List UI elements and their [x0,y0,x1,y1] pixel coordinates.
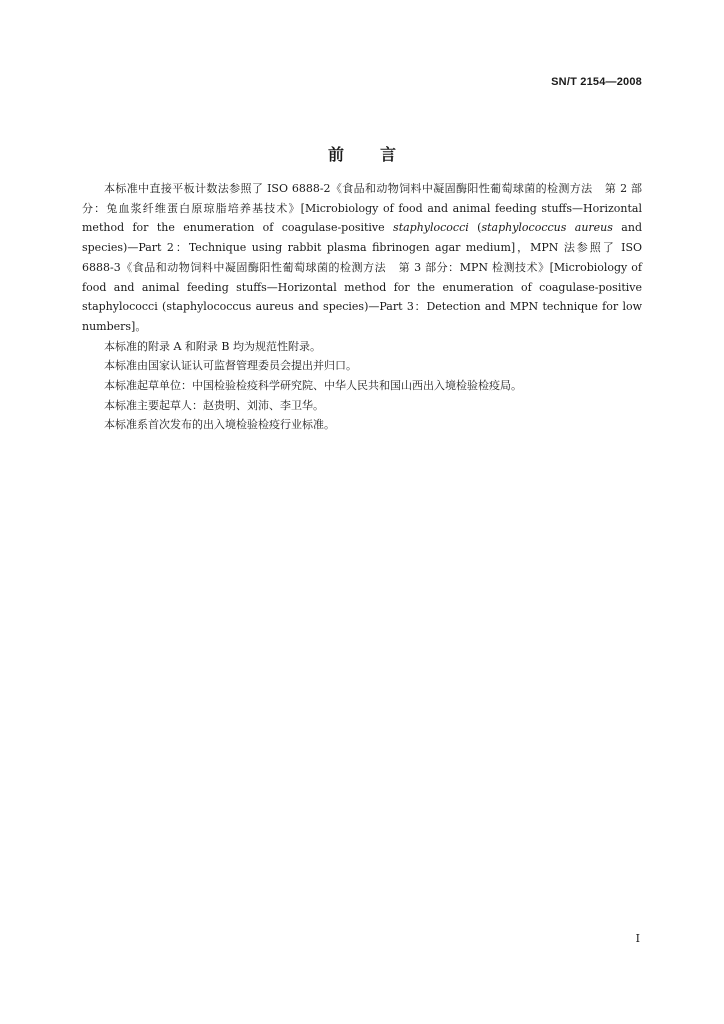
paragraph-proposer: 本标准由国家认证认可监督管理委员会提出并归口。 [104,359,357,373]
paragraph-references [82,179,642,337]
reference-text-5: 第 3 部分：MPN 检测技术》[Microbiology of food and animal feeding stuffs—Horizontal method for the enumeration of coagulase-positive staphylococci (staphylococcus aureus and species)—Part 3：Detection and MPN technique for low numbers]。 [82,260,642,333]
reference-text-4: and species)—Part 2：Technique using rabbit plasma fibrinogen agar medium]，MPN 法参照了 ISO 6888-3《食品和动物饲料中凝固酶阳性葡萄球菌的检测方法 [82,221,642,274]
reference-text-3: ( [468,221,482,235]
reference-text-2: 第 2 部分：兔血浆纤维蛋白原琼脂培养基技术》[Microbiology of food and animal feeding stuffs—Horizontal method for the enumeration of coagulase-positive [82,182,642,235]
paragraph-drafting-units: 本标准起草单位：中国检验检疫科学研究院、中华人民共和国山西出入境检验检疫局。 [104,379,522,393]
paragraph-appendix: 本标准的附录 A 和附录 B 均为规范性附录。 [104,339,322,353]
foreword-body [82,179,642,435]
page-title: 前言 [327,145,432,164]
page-number: I [635,932,640,945]
reference-italic-2: staphylococcus aureus [481,221,613,235]
document-code: SN/T 2154—2008 [551,76,642,88]
reference-text-1: 本标准中直接平板计数法参照了 ISO 6888-2《食品和动物饲料中凝固酶阳性葡萄球菌的检测方法 [104,182,593,195]
reference-italic-1: staphylococci [393,221,469,235]
paragraph-first-release: 本标准系首次发布的出入境检验检疫行业标准。 [104,418,335,432]
paragraph-drafters: 本标准主要起草人：赵贵明、刘沛、李卫华。 [104,398,324,412]
